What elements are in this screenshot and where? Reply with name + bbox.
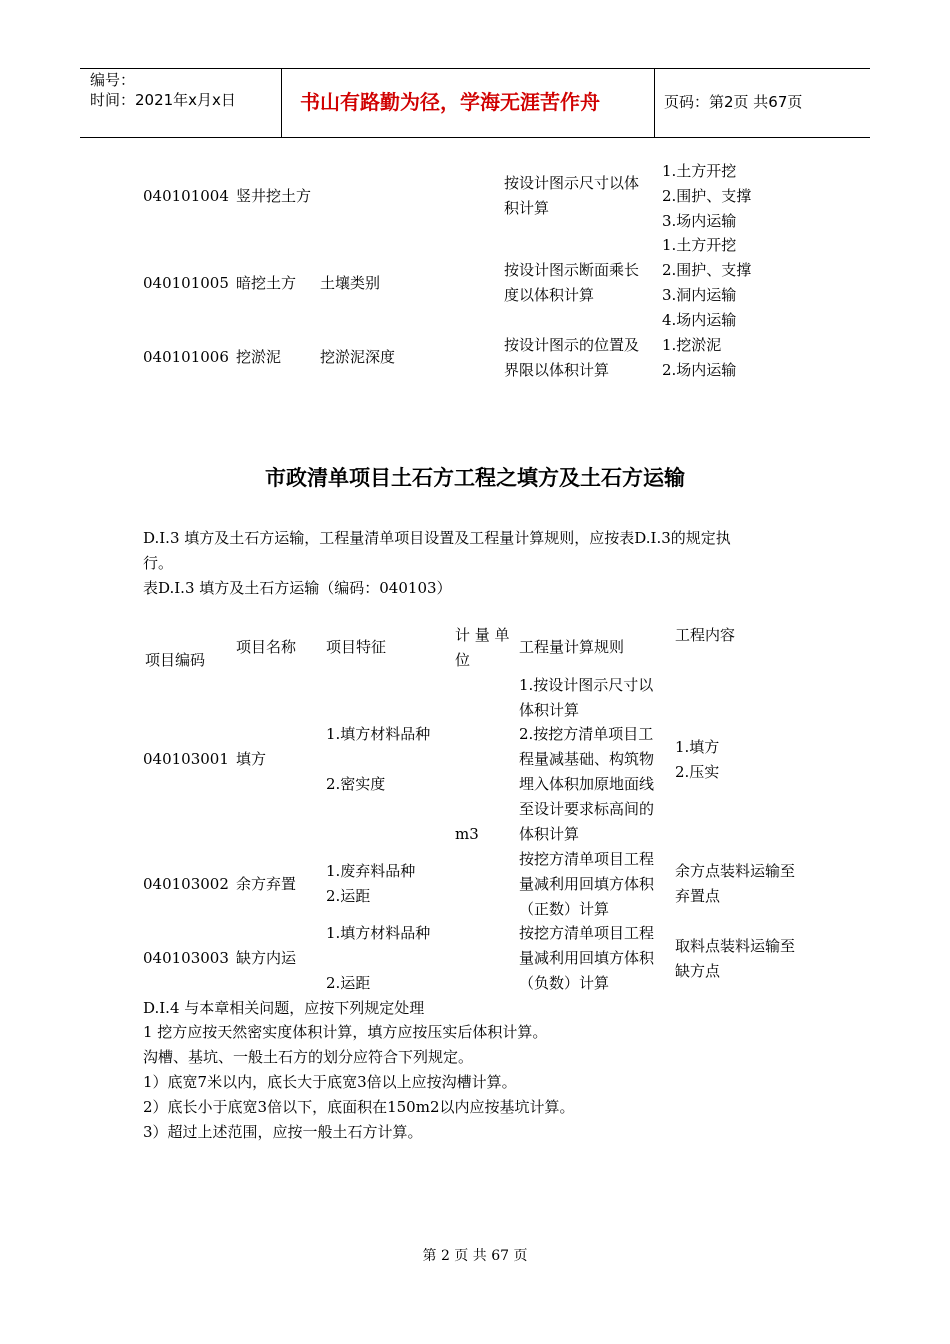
note-line: 1 挖方应按天然密实度体积计算，填方应按压实后体积计算。 (143, 1023, 548, 1041)
table-cell-content: 2.场内运输 (662, 361, 737, 379)
note-line: 2）底长小于底宽3倍以下，底面积在150m2以内应按基坑计算。 (143, 1098, 575, 1116)
table-header-content: 工程内容 (675, 626, 736, 644)
table-cell-feature: 2.运距 (326, 887, 371, 905)
table-cell-rule: （负数）计算 (519, 974, 610, 992)
header-divider (654, 69, 655, 137)
note-line: 3）超过上述范围，应按一般土石方计算。 (143, 1123, 423, 1141)
table-caption: 表D.I.3 填方及土石方运输（编码：040103） (143, 579, 452, 597)
table-cell-rule: 按挖方清单项目工程 (519, 924, 655, 942)
doc-number-label: 编号： (90, 71, 136, 89)
table-cell-rule: 按设计图示的位置及 (504, 336, 640, 354)
table-cell-content: 2.压实 (675, 763, 720, 781)
table-header-name: 项目名称 (236, 638, 297, 656)
table-cell-code: 040103002 (143, 875, 229, 893)
table-cell-code: 040101005 (143, 274, 229, 292)
intro-text: 行。 (143, 554, 174, 572)
doc-time-label: 时间：2021年x月x日 (90, 91, 236, 109)
table-cell-feature: 1.填方材料品种 (326, 725, 431, 743)
table-cell-rule: 界限以体积计算 (504, 361, 610, 379)
table-cell-unit: m3 (455, 825, 479, 843)
table-header-rule: 工程量计算规则 (519, 638, 625, 656)
table-cell-name: 余方弃置 (236, 875, 297, 893)
table-cell-content: 2.围护、支撑 (662, 261, 752, 279)
table-cell-content: 1.土方开挖 (662, 162, 737, 180)
table-cell-rule: 体积计算 (519, 825, 580, 843)
table-cell-feature: 2.运距 (326, 974, 371, 992)
table-cell-rule: 量减利用回填方体积 (519, 875, 655, 893)
table-cell-content: 余方点装料运输至 (675, 862, 796, 880)
table-cell-feature: 1.填方材料品种 (326, 924, 431, 942)
table-cell-content: 缺方点 (675, 962, 721, 980)
table-cell-name: 暗挖土方 (236, 274, 297, 292)
table-cell-feature: 土壤类别 (320, 274, 381, 292)
table-cell-content: 4.场内运输 (662, 311, 737, 329)
table-header-unit: 位 (455, 651, 471, 669)
table-header-unit: 计 量 单 (455, 626, 510, 644)
section-title: 市政清单项目土石方工程之填方及土石方运输 (265, 466, 685, 490)
table-cell-rule: 体积计算 (519, 701, 580, 719)
header-motto: 书山有路勤为径，学海无涯苦作舟 (300, 90, 600, 114)
note-line: 1）底宽7米以内，底长大于底宽3倍以上应按沟槽计算。 (143, 1073, 517, 1091)
table-cell-content: 1.填方 (675, 738, 720, 756)
note-line: 沟槽、基坑、一般土石方的划分应符合下列规定。 (143, 1048, 474, 1066)
table-cell-content: 弃置点 (675, 887, 721, 905)
table-cell-rule: 至设计要求标高间的 (519, 800, 655, 818)
table-header-code: 项目编码 (145, 651, 206, 669)
table-cell-name: 竖井挖土方 (236, 187, 312, 205)
table-cell-rule: 1.按设计图示尺寸以 (519, 676, 654, 694)
table-cell-name: 填方 (236, 750, 267, 768)
table-cell-rule: 埋入体积加原地面线 (519, 775, 655, 793)
page-footer: 第 2 页 共 67 页 (422, 1248, 528, 1264)
table-cell-content: 3.洞内运输 (662, 286, 737, 304)
table-cell-code: 040101004 (143, 187, 229, 205)
table-header-feature: 项目特征 (326, 638, 387, 656)
table-cell-code: 040101006 (143, 348, 229, 366)
table-cell-rule: （正数）计算 (519, 900, 610, 918)
intro-text: D.I.3 填方及土石方运输，工程量清单项目设置及工程量计算规则，应按表D.I.3的规定执 (143, 529, 731, 547)
table-cell-content: 1.土方开挖 (662, 236, 737, 254)
table-cell-rule: 2.按挖方清单项目工 (519, 725, 654, 743)
table-cell-rule: 积计算 (504, 199, 550, 217)
table-cell-rule: 度以体积计算 (504, 286, 595, 304)
table-cell-content: 2.围护、支撑 (662, 187, 752, 205)
table-cell-feature: 2.密实度 (326, 775, 386, 793)
table-cell-code: 040103003 (143, 949, 229, 967)
table-cell-rule: 量减利用回填方体积 (519, 949, 655, 967)
table-cell-feature: 挖淤泥深度 (320, 348, 396, 366)
table-cell-rule: 程量减基础、构筑物 (519, 750, 655, 768)
table-cell-name: 缺方内运 (236, 949, 297, 967)
table-cell-rule: 按设计图示尺寸以体 (504, 174, 640, 192)
table-cell-feature: 1.废弃料品种 (326, 862, 416, 880)
table-cell-content: 取料点装料运输至 (675, 937, 796, 955)
table-cell-content: 3.场内运输 (662, 212, 737, 230)
header-divider (281, 69, 282, 137)
table-cell-rule: 按挖方清单项目工程 (519, 850, 655, 868)
note-line: D.I.4 与本章相关问题，应按下列规定处理 (143, 999, 425, 1017)
header-page-label: 页码：第2页 共67页 (664, 93, 803, 111)
table-cell-code: 040103001 (143, 750, 229, 768)
table-cell-rule: 按设计图示断面乘长 (504, 261, 640, 279)
table-cell-content: 1.挖淤泥 (662, 336, 722, 354)
table-cell-name: 挖淤泥 (236, 348, 282, 366)
